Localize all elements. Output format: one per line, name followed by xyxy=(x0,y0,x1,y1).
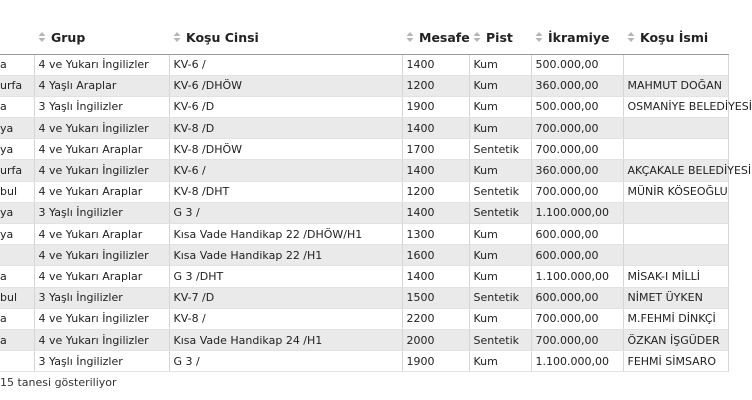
cell-city: a xyxy=(0,266,34,287)
sort-icon xyxy=(38,31,48,46)
column-header-ikramiye[interactable] xyxy=(531,22,623,54)
cell-kosu-ismi: ÖZKAN İŞGÜDER xyxy=(623,329,728,350)
cell-kosu-ismi: MİSAK-I MİLLİ xyxy=(623,266,728,287)
cell-grup: 4 Yaşlı Araplar xyxy=(34,75,169,96)
cell-pist: Kum xyxy=(469,308,531,329)
cell-kosu-cinsi: KV-6 /D xyxy=(169,96,402,117)
cell-grup: 4 ve Yukarı Araplar xyxy=(34,224,169,245)
cell-kosu-cinsi: KV-6 / xyxy=(169,160,402,181)
cell-ikramiye: 600.000,00 xyxy=(531,245,623,266)
cell-mesafe: 1900 xyxy=(402,96,469,117)
cell-city: ya xyxy=(0,224,34,245)
cell-grup: 4 ve Yukarı Araplar xyxy=(34,266,169,287)
cell-kosu-cinsi: KV-8 / xyxy=(169,308,402,329)
cell-ikramiye: 1.100.000,00 xyxy=(531,202,623,223)
cell-city: ya xyxy=(0,139,34,160)
cell-ikramiye: 360.000,00 xyxy=(531,160,623,181)
cell-kosu-ismi: MAHMUT DOĞAN xyxy=(623,75,728,96)
table-row[interactable] xyxy=(0,245,728,266)
table-row[interactable] xyxy=(0,329,728,350)
table-row[interactable] xyxy=(0,160,728,181)
table-row[interactable] xyxy=(0,139,728,160)
cell-ikramiye: 1.100.000,00 xyxy=(531,266,623,287)
race-table xyxy=(0,22,752,372)
cell-grup: 4 ve Yukarı İngilizler xyxy=(34,308,169,329)
sort-icon xyxy=(173,31,183,46)
cell-grup: 3 Yaşlı İngilizler xyxy=(34,351,169,372)
table-body xyxy=(0,54,752,372)
cell-kosu-ismi xyxy=(623,139,728,160)
cell-city: bul xyxy=(0,287,34,308)
sort-icon xyxy=(535,31,545,46)
cell-kosu-ismi: FEHMİ SİMSARO xyxy=(623,351,728,372)
cell-ikramiye: 600.000,00 xyxy=(531,287,623,308)
cell-ikramiye: 500.000,00 xyxy=(531,54,623,75)
cell-kosu-cinsi: G 3 / xyxy=(169,351,402,372)
cell-kosu-cinsi: KV-7 /D xyxy=(169,287,402,308)
cell-ikramiye: 600.000,00 xyxy=(531,224,623,245)
cell-kosu-cinsi: KV-8 /D xyxy=(169,118,402,139)
cell-grup: 4 ve Yukarı İngilizler xyxy=(34,245,169,266)
cell-kosu-ismi xyxy=(623,224,728,245)
sort-icon xyxy=(627,31,637,46)
cell-mesafe: 1500 xyxy=(402,287,469,308)
cell-mesafe: 2200 xyxy=(402,308,469,329)
cell-city: bul xyxy=(0,181,34,202)
cell-city xyxy=(0,351,34,372)
cell-mesafe: 1400 xyxy=(402,266,469,287)
cell-mesafe: 1600 xyxy=(402,245,469,266)
cell-pist: Sentetik xyxy=(469,287,531,308)
column-header-pist[interactable] xyxy=(469,22,531,54)
sort-icon xyxy=(473,31,483,46)
table-row[interactable] xyxy=(0,96,728,117)
table-row[interactable] xyxy=(0,351,728,372)
cell-pist: Sentetik xyxy=(469,139,531,160)
cell-kosu-ismi: OSMANİYE BELEDİYESİ xyxy=(623,96,728,117)
table-row[interactable] xyxy=(0,202,728,223)
cell-ikramiye: 500.000,00 xyxy=(531,96,623,117)
sort-icon xyxy=(406,31,416,46)
table-row[interactable] xyxy=(0,287,728,308)
column-header-label: Koşu İsmi xyxy=(640,29,709,45)
cell-kosu-ismi xyxy=(623,118,728,139)
cell-city: ya xyxy=(0,118,34,139)
cell-ikramiye: 1.100.000,00 xyxy=(531,351,623,372)
table-header-row xyxy=(0,22,728,54)
cell-ikramiye: 360.000,00 xyxy=(531,75,623,96)
cell-kosu-ismi xyxy=(623,245,728,266)
cell-mesafe: 1200 xyxy=(402,181,469,202)
cell-pist: Kum xyxy=(469,160,531,181)
cell-pist: Kum xyxy=(469,54,531,75)
cell-grup: 4 ve Yukarı İngilizler xyxy=(34,160,169,181)
table-row[interactable] xyxy=(0,266,728,287)
cell-kosu-cinsi: Kısa Vade Handikap 22 /DHÖW/H1 xyxy=(169,224,402,245)
cell-ikramiye: 700.000,00 xyxy=(531,308,623,329)
cell-ikramiye: 700.000,00 xyxy=(531,181,623,202)
cell-ikramiye: 700.000,00 xyxy=(531,118,623,139)
cell-pist: Sentetik xyxy=(469,202,531,223)
column-header-label: Pist xyxy=(486,29,513,45)
cell-mesafe: 1200 xyxy=(402,75,469,96)
column-header-kosu-cinsi[interactable] xyxy=(169,22,402,54)
cell-pist: Kum xyxy=(469,96,531,117)
cell-mesafe: 1400 xyxy=(402,202,469,223)
cell-grup: 4 ve Yukarı İngilizler xyxy=(34,118,169,139)
cell-kosu-ismi: NİMET ÜYKEN xyxy=(623,287,728,308)
column-header-label: Koşu Cinsi xyxy=(186,29,259,45)
cell-kosu-cinsi: G 3 /DHT xyxy=(169,266,402,287)
cell-mesafe: 1400 xyxy=(402,160,469,181)
cell-mesafe: 1700 xyxy=(402,139,469,160)
cell-kosu-cinsi: KV-6 /DHÖW xyxy=(169,75,402,96)
cell-city: a xyxy=(0,96,34,117)
column-header-label: İkramiye xyxy=(548,29,610,45)
cell-kosu-ismi xyxy=(623,54,728,75)
cell-mesafe: 1400 xyxy=(402,54,469,75)
cell-kosu-cinsi: KV-8 /DHÖW xyxy=(169,139,402,160)
table-row[interactable] xyxy=(0,75,728,96)
cell-kosu-cinsi: G 3 / xyxy=(169,202,402,223)
cell-mesafe: 1900 xyxy=(402,351,469,372)
cell-pist: Kum xyxy=(469,266,531,287)
table-row[interactable] xyxy=(0,181,728,202)
cell-mesafe: 2000 xyxy=(402,329,469,350)
cell-city: urfa xyxy=(0,75,34,96)
cell-kosu-cinsi: Kısa Vade Handikap 24 /H1 xyxy=(169,329,402,350)
column-header-mesafe[interactable] xyxy=(402,22,469,54)
cell-ikramiye: 700.000,00 xyxy=(531,329,623,350)
column-header-grup[interactable] xyxy=(34,22,169,54)
cell-grup: 3 Yaşlı İngilizler xyxy=(34,202,169,223)
cell-pist: Kum xyxy=(469,245,531,266)
cell-ikramiye: 700.000,00 xyxy=(531,139,623,160)
cell-grup: 3 Yaşlı İngilizler xyxy=(34,96,169,117)
cell-kosu-ismi: AKÇAKALE BELEDİYESİ xyxy=(623,160,728,181)
cell-kosu-ismi: MÜNİR KÖSEOĞLU xyxy=(623,181,728,202)
cell-city: ya xyxy=(0,202,34,223)
cell-mesafe: 1300 xyxy=(402,224,469,245)
cell-city: a xyxy=(0,54,34,75)
table-row[interactable] xyxy=(0,54,728,75)
column-header-label: Grup xyxy=(51,29,86,45)
cell-grup: 4 ve Yukarı Araplar xyxy=(34,181,169,202)
cell-kosu-cinsi: Kısa Vade Handikap 22 /H1 xyxy=(169,245,402,266)
cell-grup: 4 ve Yukarı İngilizler xyxy=(34,54,169,75)
column-header-kosu-ismi[interactable] xyxy=(623,22,728,54)
cell-mesafe: 1400 xyxy=(402,118,469,139)
cell-grup: 3 Yaşlı İngilizler xyxy=(34,287,169,308)
cell-kosu-ismi xyxy=(623,202,728,223)
column-header-city[interactable] xyxy=(0,22,34,54)
table-row[interactable] xyxy=(0,118,728,139)
cell-pist: Kum xyxy=(469,75,531,96)
cell-kosu-ismi: M.FEHMİ DİNKÇİ xyxy=(623,308,728,329)
table-info: 15 tanesi gösteriliyor xyxy=(0,376,117,389)
table-row[interactable] xyxy=(0,224,728,245)
cell-pist: Kum xyxy=(469,118,531,139)
cell-kosu-cinsi: KV-8 /DHT xyxy=(169,181,402,202)
cell-city: a xyxy=(0,329,34,350)
cell-grup: 4 ve Yukarı Araplar xyxy=(34,139,169,160)
cell-city: urfa xyxy=(0,160,34,181)
cell-pist: Sentetik xyxy=(469,181,531,202)
column-header-label: Mesafe xyxy=(419,29,470,45)
table-row[interactable] xyxy=(0,308,728,329)
cell-city: a xyxy=(0,308,34,329)
cell-grup: 4 ve Yukarı İngilizler xyxy=(34,329,169,350)
cell-kosu-cinsi: KV-6 / xyxy=(169,54,402,75)
cell-pist: Kum xyxy=(469,351,531,372)
cell-city xyxy=(0,245,34,266)
cell-pist: Sentetik xyxy=(469,329,531,350)
cell-pist: Kum xyxy=(469,224,531,245)
